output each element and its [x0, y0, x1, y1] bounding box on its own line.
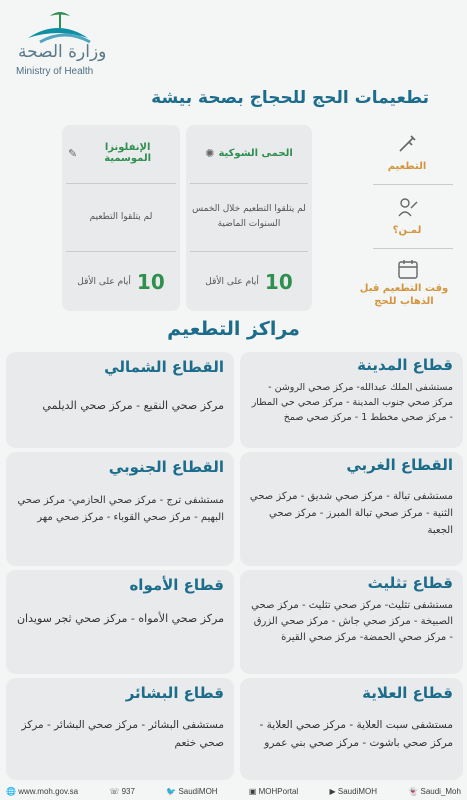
footer-portal[interactable]: ▣ MOHPortal: [248, 787, 299, 796]
sector-title: القطاع الجنوبي: [108, 458, 224, 476]
sector-card-west: [240, 452, 463, 566]
footer-website[interactable]: 🌐 www.moh.gov.sa: [6, 787, 79, 796]
influenza-days: [62, 253, 180, 311]
sector-card-alaya: [240, 678, 463, 780]
meningitis-days-number: 10: [264, 270, 293, 294]
meningitis-column: [186, 125, 312, 311]
logo-english-text: Ministry of Health: [16, 66, 94, 77]
sector-body: مستشفى سبت العلاية - مركز صحي العلاية - مركز صحي باشوت - مركز صحي بني عمرو: [259, 719, 453, 749]
sector-card-amwah: [6, 570, 234, 674]
influenza-column: [62, 125, 180, 311]
sector-body: مركز صحي النقيع - مركز صحي الديلمي: [42, 399, 224, 412]
person-syringe-icon: [397, 196, 419, 218]
sector-card-south: [6, 452, 234, 566]
footer-twitter[interactable]: 🐦 SaudiMOH: [166, 787, 218, 796]
sector-title: قطاع المدينة: [357, 356, 453, 374]
sector-card-north: [6, 352, 234, 448]
meningitis-header: [186, 125, 312, 181]
footer-portal-text: MOHPortal: [258, 787, 299, 796]
influenza-days-number: 10: [136, 270, 165, 294]
footer-website-text: www.moh.gov.sa: [18, 787, 79, 796]
calendar-icon: [397, 258, 419, 280]
sector-title: قطاع العلاية: [362, 684, 453, 702]
influenza-header-label: الإنفلونزا الموسمية: [104, 142, 152, 164]
footer-snapchat-text: Saudi_Moh: [420, 787, 461, 796]
influenza-who: لم يتلقوا التطعيم: [89, 211, 153, 222]
footer-youtube[interactable]: ▶ SaudiMOH: [329, 787, 377, 796]
sector-body: مركز صحي الأمواه - مركز صحي ثجر سويدان: [16, 612, 224, 625]
divider: [66, 183, 176, 184]
vaccine-syringe-icon: [397, 132, 419, 154]
virus-icon: ✺: [205, 146, 215, 160]
sector-body: مستشفى ترج - مركز صحي الحازمي- مركز صحي البهيم - مركز صحي القوباء - مركز صحي مهر: [17, 495, 224, 523]
sector-body: مستشفى تثليث- مركز صحي تثليث - مركز صحي الصبيخة - مركز صحي جاش - مركز صحي الزرق - مركز صحي الحمضة- مركز صحي القيرة: [251, 600, 453, 643]
sector-card-tathlith: [240, 570, 463, 674]
sector-body: مستشفى البشائر - مركز صحي البشائر - مركز صحي خثعم: [21, 719, 224, 749]
footer-phone-text: 937: [121, 787, 135, 796]
influenza-header: [62, 125, 180, 181]
sector-title: قطاع تثليث: [367, 574, 453, 592]
sector-title: القطاع الغربي: [346, 456, 453, 474]
centers-title: مراكز التطعيم: [167, 318, 300, 340]
page-title: تطعيمات الحج للحجاج بصحة بيشة: [151, 88, 429, 108]
row-label-timing: وقت التطعيم قبل الذهاب للحج: [359, 283, 449, 307]
divider: [373, 248, 453, 249]
row-label-vaccine: التطعيم: [387, 161, 427, 172]
divider: [190, 251, 308, 252]
footer-bar: [0, 783, 467, 800]
meningitis-days: [186, 253, 312, 311]
sector-body: مستشفى الملك عبدالله- مركز صحي الروشن - مركز صحي جنوب المدينة - مركز صحي حي المطار - مركز صحي مخطط 1 - مركز صحي صمخ: [251, 382, 453, 423]
sector-card-madinah: [240, 352, 463, 448]
influenza-days-text: أيام على الأقل: [77, 277, 131, 287]
meningitis-who: لم يتلقوا التطعيم خلال الخمس السنوات الماضية: [192, 204, 306, 229]
divider: [190, 183, 308, 184]
sector-card-bashayer: [6, 678, 234, 780]
meningitis-days-text: أيام على الأقل: [205, 277, 259, 287]
sector-body: مستشفى تبالة - مركز صحي شديق - مركز صحي الثنية - مركز صحي تبالة المبرز - مركز صحي الجعبة: [249, 491, 453, 536]
vaccine-info-table: [62, 125, 312, 311]
sector-title: قطاع الأمواه: [129, 576, 224, 594]
footer-snapchat[interactable]: 👻 Saudi_Moh: [408, 787, 461, 796]
logo-arabic-text: وزارة الصحة: [18, 42, 107, 62]
footer-phone[interactable]: ☏ 937: [109, 787, 135, 796]
meningitis-header-label: الحمى الشوكية: [218, 147, 293, 159]
row-label-who: لمـن؟: [392, 225, 422, 236]
syringe-icon: ✎: [68, 146, 78, 160]
footer-youtube-text: SaudiMOH: [337, 787, 377, 796]
divider: [373, 184, 453, 185]
divider: [66, 251, 176, 252]
footer-twitter-text: SaudiMOH: [178, 787, 218, 796]
sector-title: القطاع الشمالي: [104, 358, 224, 376]
sector-title: قطاع البشائر: [125, 684, 224, 702]
